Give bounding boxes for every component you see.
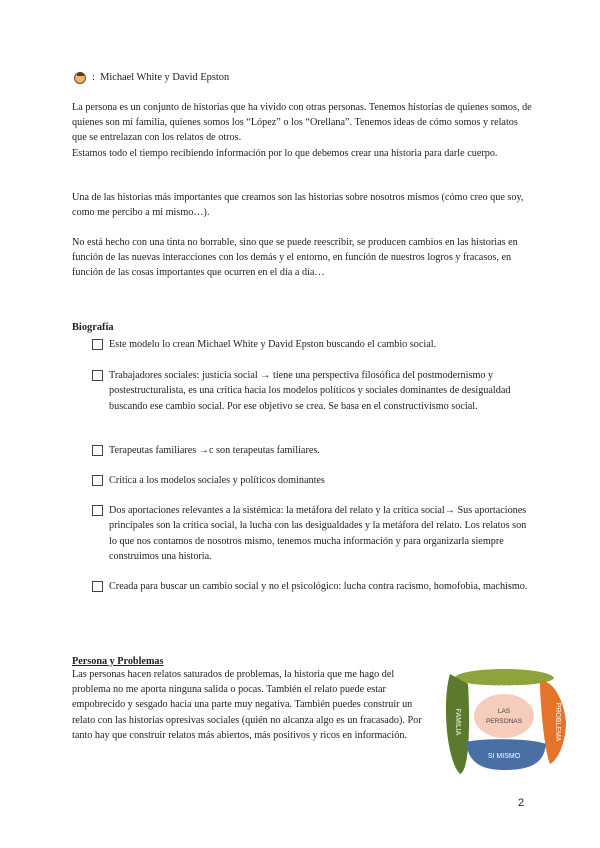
checkbox-icon[interactable] [92,475,103,486]
intro-paragraph-2: Estamos todo el tiempo recibiendo información por lo que debemos crear una historia para darle cuerpo. [72,148,498,159]
author-separator: : [92,72,101,83]
biografia-heading: Biografía [72,322,114,333]
author-line [74,71,229,85]
checkbox-icon[interactable] [92,581,103,592]
biografia-item-text: Creada para buscar un cambio social y no el psicológico: lucha contra racismo, homofobia, machismo. [109,581,528,592]
biografia-item-text: Dos aportaciones relevantes a la sistémica: la metáfora del relato y la crítica social→ Sus aportaciones principales son la crítica social, la lucha con las desigualdades y la metáfora del relato. Los relatos son lo que nos contamos de nosotros mismo, tenemos mucha información y para organizarla siempre construimos una historia. [109,505,527,563]
persona-problemas-paragraph: Las personas hacen relatos saturados de problemas, la historia que me hago del problema no me aporta ninguna salida o pocas. También el relato puede estar empobrecido y sesgado hacia una parte muy negativa. También puedes construir un relato con las historias opresivas sociales (quién no alcanza algo es un fracasado). Por tanto hay que construir relatos más abiertos, más positivos y ricos en información. [72,669,422,741]
person-emoji-icon [74,72,86,84]
personas-diagram [440,660,568,778]
center-label-line1: LAS [497,708,511,715]
biografia-item-text: Terapeutas familiares →c son terapeutas familiares. [109,445,320,456]
checkbox-icon[interactable] [92,339,103,350]
checkbox-icon[interactable] [92,370,103,381]
las-personas-center [474,694,534,738]
biografia-item-4 [92,473,532,488]
si-mismo-label: SI MISMO [487,753,521,760]
checkbox-icon[interactable] [92,445,103,456]
familia-label: FAMILIA [454,708,461,736]
page-number: 2 [518,797,525,809]
biografia-item-5 [92,503,532,565]
problema-label: PROBLEMA [554,702,561,742]
biografia-item-3 [92,443,532,458]
biografia-item-2 [92,368,532,414]
biografia-item-1 [92,337,532,352]
biografia-item-6 [92,579,532,594]
intro-paragraph-1: La persona es un conjunto de historias que ha vivido con otras personas. Tenemos historias de quienes somos, de quienes son mi familia, quienes somos los “López” o los “Orellana”. Tenemos ideas de cómo somos y relatos que se entrelazan con los relatos de otros. [72,102,532,144]
center-label-line2: PERSONAS [485,718,523,725]
intro-paragraph-4: No está hecho con una tinta no borrable, sino que se puede reescribir, se producen cambios en las historias en función de las nuevas interacciones con los demás y el entorno, en función de nuestros logros y fracasos, en función de las cosas importantes que ocurren en el día a día… [72,237,518,279]
el-mundo-label: EL MUNDO [484,683,524,692]
biografia-item-text: Crítica a los modelos sociales y políticos dominantes [109,475,325,486]
biografia-item-text: Trabajadores sociales: justicia social → tiene una perspectiva filosófica del postmodernismo y postestructuralista, es una crítica hacia los modelos políticos y sociales dominantes de desigualdad buscando ese cambio social. Por ese objetivo se crea. Se basa en el constructivismo social. [109,370,511,412]
author-names: Michael White y David Epston [100,72,230,83]
persona-problemas-heading: Persona y Problemas [72,656,164,667]
checkbox-icon[interactable] [92,505,103,516]
biografia-item-text: Este modelo lo crean Michael White y David Epston buscando el cambio social. [109,339,437,350]
intro-paragraph-3: Una de las historias más importantes que creamos son las historias sobre nosotros mismos (cómo creo que soy, como me percibo a mi mismo…). [72,192,524,219]
